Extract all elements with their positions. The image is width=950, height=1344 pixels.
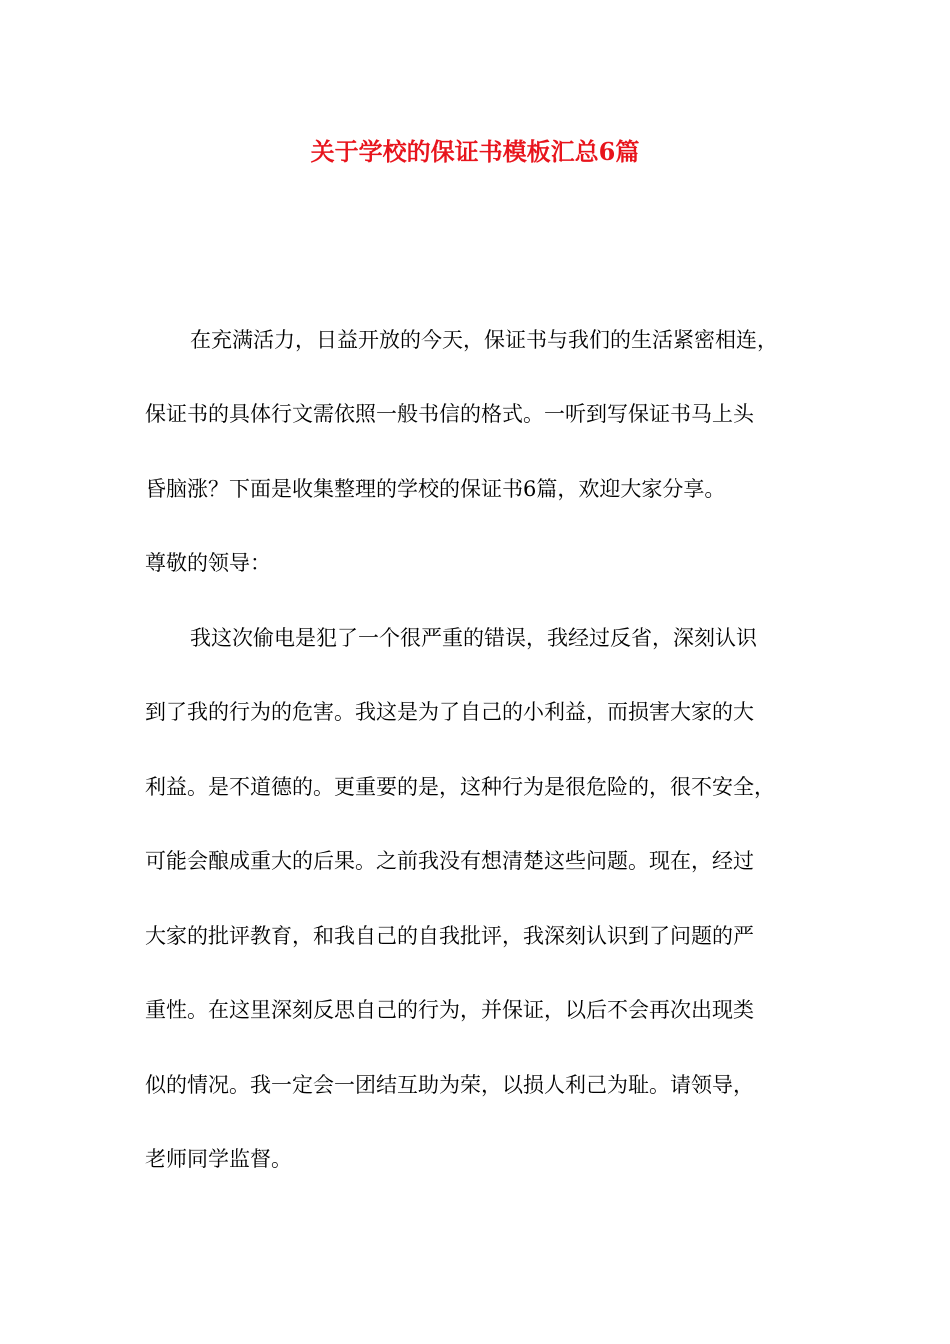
body-line-5: 大家的批评教育，和我自己的自我批评，我深刻认识到了问题的严 (145, 924, 754, 948)
body-line-4: 可能会酿成重大的后果。之前我没有想清楚这些问题。现在，经过 (145, 849, 754, 873)
body-line-3: 利益。是不道德的。更重要的是，这种行为是很危险的，很不安全， (145, 775, 775, 799)
salutation: 尊敬的领导： (145, 551, 271, 575)
body-line-1: 我这次偷电是犯了一个很严重的错误，我经过反省，深刻认识 (190, 626, 757, 650)
body-line-7: 似的情况。我一定会一团结互助为荣，以损人利己为耻。请领导， (145, 1073, 754, 1097)
body-line-2: 到了我的行为的危害。我这是为了自己的小利益，而损害大家的大 (145, 700, 754, 724)
intro-line-2: 保证书的具体行文需依照一般书信的格式。一听到写保证书马上头 (145, 402, 754, 426)
body-line-8: 老师同学监督。 (145, 1147, 292, 1171)
intro-line-3: 昏脑涨？下面是收集整理的学校的保证书6篇，欢迎大家分享。 (145, 477, 726, 501)
body-line-6: 重性。在这里深刻反思自己的行为，并保证，以后不会再次出现类 (145, 998, 754, 1022)
document-title: 关于学校的保证书模板汇总6篇 (310, 137, 640, 166)
intro-line-1: 在充满活力，日益开放的今天，保证书与我们的生活紧密相连， (190, 328, 778, 352)
